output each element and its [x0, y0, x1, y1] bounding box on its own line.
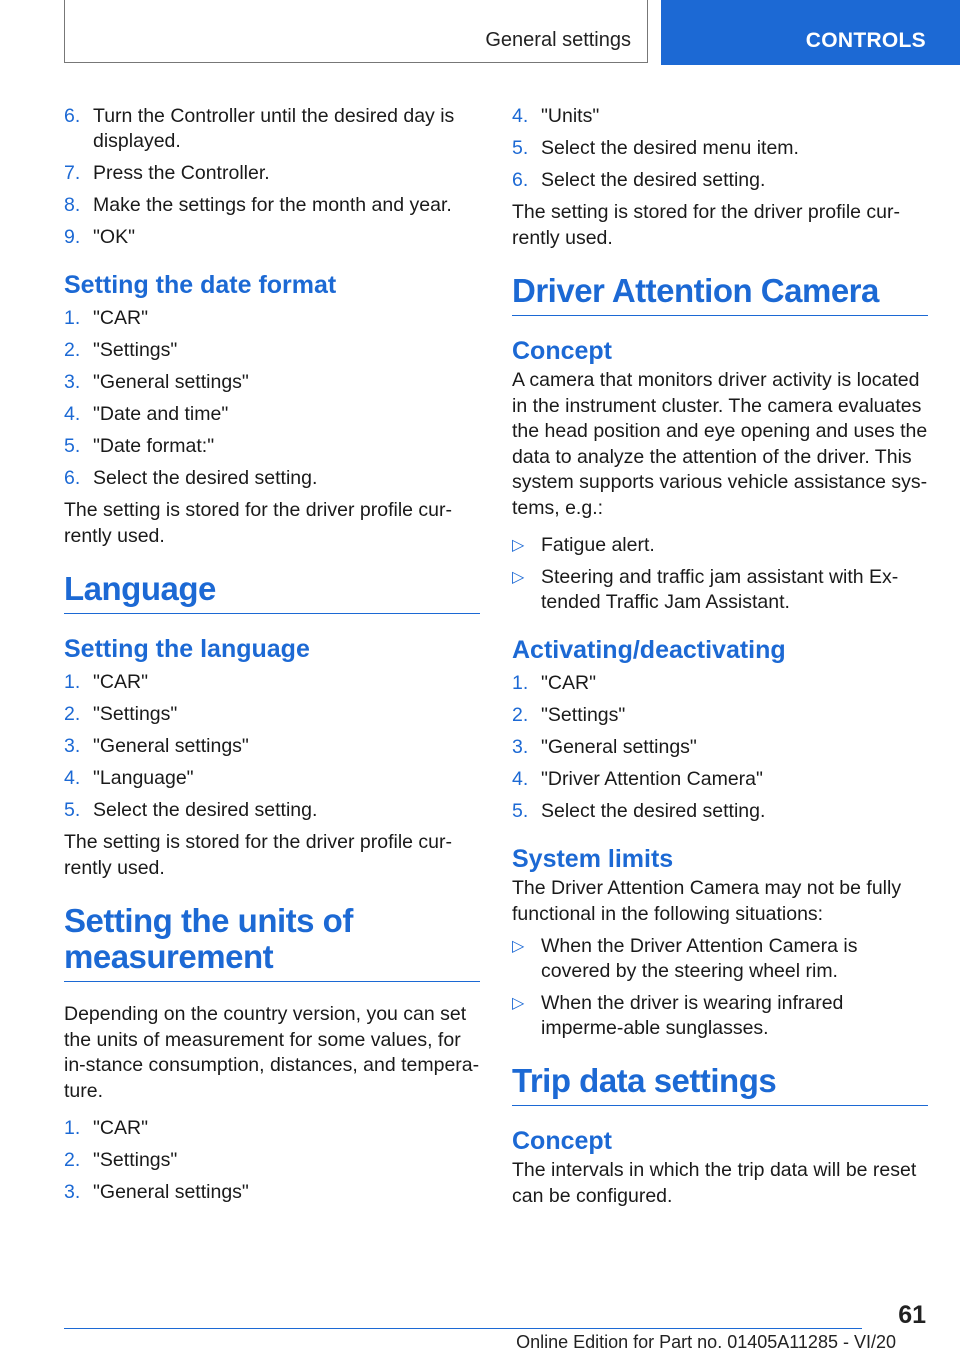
list-item — [64, 466, 480, 491]
step-number: 2. — [64, 1149, 81, 1171]
step-number: 4. — [64, 403, 81, 425]
step-number: 1. — [64, 307, 81, 329]
footer-divider — [64, 1328, 862, 1329]
step-text: "Settings" — [93, 339, 178, 361]
step-text: Select the desired setting. — [93, 799, 318, 821]
step-text: Select the desired menu item. — [541, 137, 799, 159]
list-item — [64, 104, 480, 154]
step-text: "Language" — [93, 767, 194, 789]
step-text: "Units" — [541, 105, 600, 127]
step-number: 3. — [64, 735, 81, 757]
bullet-text: When the driver is wearing infrared imperme-able sunglasses. — [541, 992, 844, 1039]
step-text: "Settings" — [93, 703, 178, 725]
list-item — [512, 104, 928, 129]
triangle-bullet-icon: ▷ — [512, 569, 525, 586]
step-text: "Driver Attention Camera" — [541, 768, 763, 790]
bullet-text: Steering and traffic jam assistant with Ex-tended Traffic Jam Assistant. — [541, 566, 899, 613]
step-number: 1. — [512, 672, 529, 694]
list-item — [64, 670, 480, 695]
list-item — [512, 565, 928, 615]
list-item — [512, 168, 928, 193]
step-number: 6. — [64, 105, 81, 127]
trip-concept-text: The intervals in which the trip data will be reset can be configured. — [512, 1159, 917, 1207]
trip-data-settings-heading: Trip data settings — [512, 1063, 928, 1106]
trip-concept-heading: Concept — [512, 1127, 612, 1155]
header-chapter-tab — [661, 0, 960, 65]
step-text: "Date and time" — [93, 403, 229, 425]
setting-language-heading: Setting the language — [64, 635, 310, 663]
step-number: 1. — [64, 671, 81, 693]
list-item — [64, 161, 480, 186]
step-number: 1. — [64, 1117, 81, 1139]
dac-limits-bullets — [512, 934, 928, 1041]
step-text: Select the desired setting. — [93, 467, 318, 489]
list-item — [512, 703, 928, 728]
list-item — [64, 734, 480, 759]
list-item — [64, 370, 480, 395]
triangle-bullet-icon: ▷ — [512, 938, 525, 955]
list-item — [512, 767, 928, 792]
units-steps-list — [64, 1116, 480, 1205]
date-steps-list — [64, 104, 480, 250]
list-item — [512, 735, 928, 760]
list-item — [512, 136, 928, 161]
driver-attention-camera-heading: Driver Attention Camera — [512, 273, 928, 316]
dac-system-limits-heading: System limits — [512, 845, 674, 873]
dac-system-limits-text: The Driver Attention Camera may not be fully functional in the following situations: — [512, 877, 902, 925]
units-intro: Depending on the country version, you can set the units of measurement for some values, for in-stance consumption, distances, and tempera-ture. — [64, 1003, 480, 1102]
step-text: "CAR" — [93, 671, 149, 693]
step-number: 5. — [64, 799, 81, 821]
step-number: 3. — [64, 1181, 81, 1203]
footer-edition-text: Online Edition for Part no. 01405A11285 - VI/20 — [516, 1332, 896, 1352]
step-text: "Settings" — [93, 1149, 178, 1171]
list-item — [64, 798, 480, 823]
list-item — [64, 1180, 480, 1205]
date-format-note: The setting is stored for the driver profile cur-rently used. — [64, 499, 452, 547]
list-item — [512, 934, 928, 984]
step-number: 2. — [64, 703, 81, 725]
step-number: 6. — [512, 169, 529, 191]
list-item — [64, 338, 480, 363]
step-number: 4. — [512, 105, 529, 127]
step-text: Select the desired setting. — [541, 169, 766, 191]
list-item — [512, 799, 928, 824]
list-item — [512, 671, 928, 696]
left-column — [64, 104, 480, 1212]
list-item — [64, 434, 480, 459]
dac-concept-text: A camera that monitors driver activity is located in the instrument cluster. The camera evaluates the head position and eye opening and uses the data to analyze the attention of the driver. This system supports various vehicle assistance sys-tems, e.g.: — [512, 369, 928, 519]
step-text: "CAR" — [541, 672, 597, 694]
step-number: 6. — [64, 467, 81, 489]
step-text: "General settings" — [93, 371, 249, 393]
triangle-bullet-icon: ▷ — [512, 995, 525, 1012]
list-item — [64, 402, 480, 427]
step-number: 8. — [64, 194, 81, 216]
step-number: 2. — [512, 704, 529, 726]
right-column — [512, 104, 928, 1216]
units-heading: Setting the units of measurement — [64, 903, 480, 982]
list-item — [512, 991, 928, 1041]
step-text: Select the desired setting. — [541, 800, 766, 822]
step-text: Make the settings for the month and year. — [93, 194, 452, 216]
step-number: 5. — [64, 435, 81, 457]
header-section-box — [64, 0, 648, 63]
list-item — [512, 533, 928, 558]
list-item — [64, 306, 480, 331]
list-item — [64, 193, 480, 218]
language-steps-list — [64, 670, 480, 823]
step-text: "General settings" — [93, 1181, 249, 1203]
step-number: 4. — [64, 767, 81, 789]
step-text: "General settings" — [93, 735, 249, 757]
units-steps-continued-list — [512, 104, 928, 193]
step-number: 3. — [512, 736, 529, 758]
dac-concept-heading: Concept — [512, 337, 612, 365]
bullet-text: When the Driver Attention Camera is covered by the steering wheel rim. — [541, 935, 858, 982]
list-item — [64, 702, 480, 727]
list-item — [64, 225, 480, 250]
step-number: 4. — [512, 768, 529, 790]
step-text: "CAR" — [93, 307, 149, 329]
step-number: 3. — [64, 371, 81, 393]
list-item — [64, 766, 480, 791]
units-note: The setting is stored for the driver profile cur-rently used. — [512, 201, 900, 249]
list-item — [64, 1116, 480, 1141]
step-text: "CAR" — [93, 1117, 149, 1139]
triangle-bullet-icon: ▷ — [512, 537, 525, 554]
header-chapter-title: CONTROLS — [805, 29, 926, 52]
date-format-heading: Setting the date format — [64, 271, 337, 299]
date-format-steps-list — [64, 306, 480, 491]
language-note: The setting is stored for the driver profile cur-rently used. — [64, 831, 452, 879]
step-text: "Date format:" — [93, 435, 215, 457]
step-text: "OK" — [93, 226, 136, 248]
bullet-text: Fatigue alert. — [541, 534, 655, 556]
step-text: "General settings" — [541, 736, 697, 758]
list-item — [64, 1148, 480, 1173]
step-number: 7. — [64, 162, 81, 184]
step-text: "Settings" — [541, 704, 626, 726]
step-number: 9. — [64, 226, 81, 248]
step-number: 5. — [512, 800, 529, 822]
step-text: Turn the Controller until the desired day is displayed. — [93, 105, 455, 152]
header-section-title: General settings — [485, 29, 631, 51]
step-number: 5. — [512, 137, 529, 159]
dac-concept-bullets — [512, 533, 928, 615]
step-text: Press the Controller. — [93, 162, 270, 184]
language-heading: Language — [64, 571, 480, 614]
step-number: 2. — [64, 339, 81, 361]
dac-activating-heading: Activating/deactivating — [512, 636, 786, 664]
page-number: 61 — [898, 1301, 926, 1329]
dac-activating-steps-list — [512, 671, 928, 824]
